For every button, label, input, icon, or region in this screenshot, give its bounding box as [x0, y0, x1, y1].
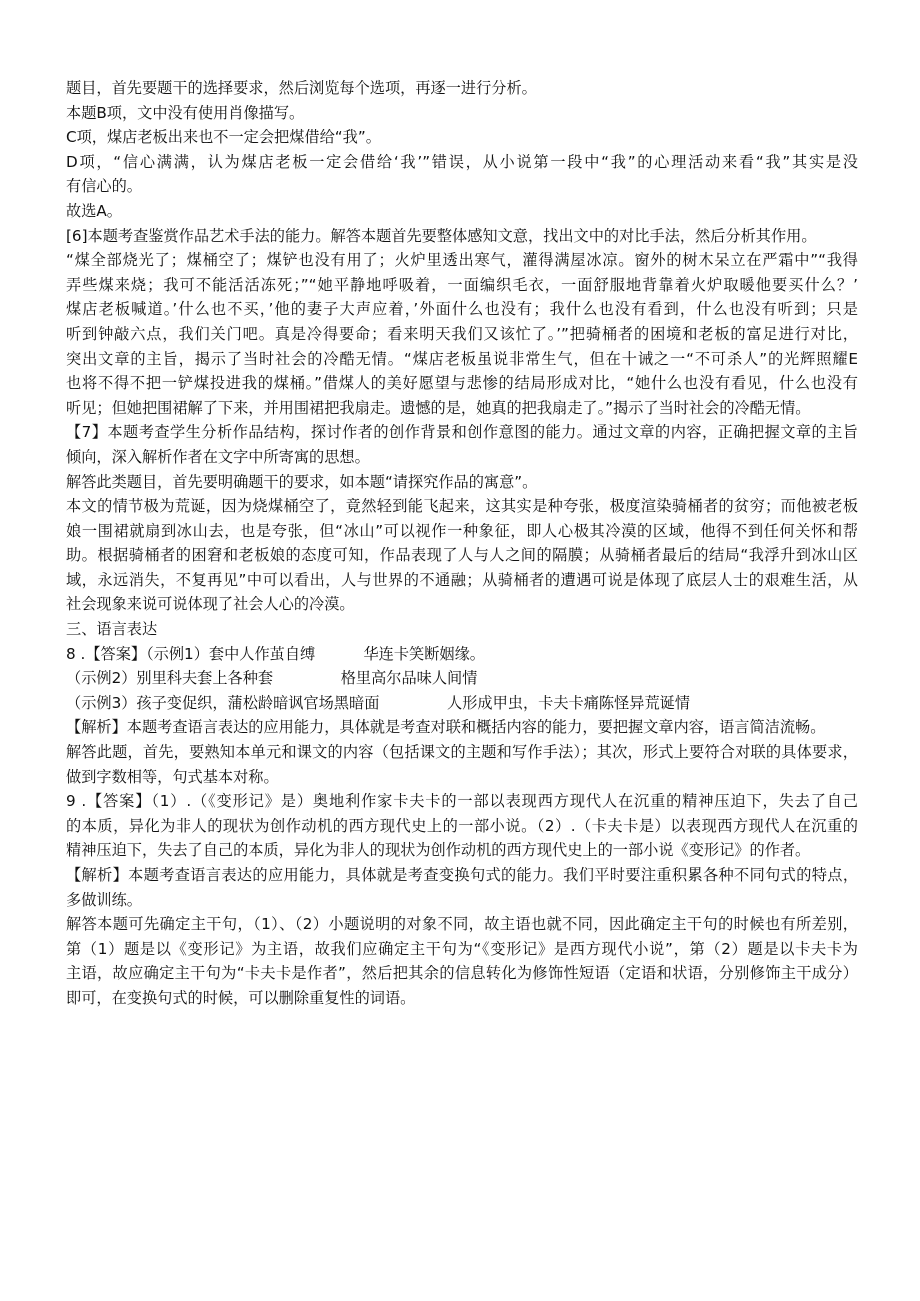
text-line: 解答此题，首先，要熟知本单元和课文的内容（包括课文的主题和写作手法）；其次，形式上要符合对联的具体要求，: [66, 743, 858, 762]
text-line: 解答此类题目，首先要明确题干的要求，如本题“请探究作品的寓意”。: [66, 472, 538, 491]
text-line: 听见；但她把围裙解了下来，并用围裙把我扇走。遗憾的是，她真的把我扇走了。”揭示了当时社会的冷酷无情。: [66, 398, 811, 417]
text-line: 题目，首先要题干的选择要求，然后浏览每个选项，再逐一进行分析。: [66, 79, 537, 97]
section-heading: 三、语言表达: [66, 620, 158, 639]
text-line: 故选A。: [66, 201, 122, 220]
text-line: 解答本题可先确定主干句，（1）、（2）小题说明的对象不同，故主语也就不同，因此确定主干句的时候也有所差别，: [66, 915, 858, 934]
text-line: 【解析】本题考查语言表达的应用能力，具体就是考查对联和概括内容的能力，要把握文章内容，语言简洁流畅。: [66, 718, 826, 737]
text-line: 做到字数相等，句式基本对称。: [66, 767, 279, 786]
document-body: [66, 76, 858, 1011]
text-line: 【7】本题考查学生分析作品结构，探讨作者的创作背景和创作意图的能力。通过文章的内容，正确把握文章的主旨: [66, 423, 858, 442]
text-line: 助。根据骑桶者的困窘和老板娘的态度可知，作品表现了人与人之间的隔膜；从骑桶者最后的结局“我浮升到冰山区: [66, 546, 858, 565]
text-line: 煤店老板喊道。’什么也不买，’他的妻子大声应着，’外面什么也没有；我什么也没有看到，什么也没有听到；只是: [66, 300, 858, 319]
text-line: （示例3）孩子变促织，蒲松龄暗讽官场黑暗面 人形成甲虫，卡夫卡痛陈怪异荒诞情: [66, 693, 691, 712]
text-line: 精神压迫下，失去了自己的本质，异化为非人的现状为创作动机的西方现代史上的一部小说《变形记》的作者。: [66, 841, 811, 860]
text-line: 倾向，深入解析作者在文字中所寄寓的思想。: [66, 447, 370, 466]
text-line: 也将不得不把一铲煤投进我的煤桶。”借煤人的美好愿望与悲惨的结局形成对比，“她什么也没有看见，什么也没有: [66, 374, 858, 393]
text-line: 【解析】本题考查语言表达的应用能力，具体就是考查变换句式的能力。我们平时要注重积累各种不同句式的特点，: [66, 866, 858, 884]
text-line: 社会现象来说可说体现了社会人心的冷漠。: [66, 595, 355, 614]
text-line: 听到钟敲六点，我们关门吧。真是冷得要命；看来明天我们又该忙了。’”把骑桶者的困境和老板的富足进行对比，: [66, 324, 858, 343]
text-line: 本文的情节极为荒诞，因为烧煤桶空了，竟然轻到能飞起来，这其实是种夸张，极度渲染骑桶者的贫穷；而他被老板: [66, 497, 858, 516]
text-line: 多做训练。: [66, 890, 142, 909]
text-line: 8 .【答案】（示例1）套中人作茧自缚 华连卡笑断姻缘。: [66, 644, 485, 663]
text-line: 9 .【答案】（1）.（《变形记》是）奥地利作家卡夫卡的一部以表现西方现代人在沉重的精神压迫下，失去了自己: [66, 792, 858, 811]
text-line: 弄些煤来烧；我可不能活活冻死；”“她平静地呼吸着，一面编织毛衣，一面舒服地背靠着火炉取暖他要买什么？’: [66, 275, 858, 294]
text-line: 第（1）题是以《变形记》为主语，故我们应确定主干句为“《变形记》是西方现代小说”，第（2）题是以卡夫卡为: [66, 939, 858, 958]
text-line: 域，永远消失，不复再见”中可以看出，人与世界的不通融；从骑桶者的遭遇可说是体现了底层人士的艰难生活，从: [66, 570, 858, 589]
text-line: 有信心的。: [66, 177, 142, 196]
text-line: [6]本题考查鉴赏作品艺术手法的能力。解答本题首先要整体感知文意，找出文中的对比手法，然后分析其作用。: [66, 226, 817, 245]
text-line: （示例2）别里科夫套上各种套 格里高尔品味人间情: [66, 669, 478, 688]
text-line: 即可，在变换句式的时候，可以删除重复性的词语。: [66, 988, 416, 1007]
text-line: 主语，故应确定主干句为“卡夫卡是作者”，然后把其余的信息转化为修饰性短语（定语和状语，分别修饰主干成分）: [66, 964, 858, 983]
text-line: 突出文章的主旨，揭示了当时社会的冷酷无情。“煤店老板虽说非常生气，但在十诫之一“不可杀人”的光辉照耀E: [66, 349, 858, 368]
text-line: 娘一围裙就扇到冰山去，也是夸张，但“冰山”可以视作一种象征，即人心极其冷漠的区域，他得不到任何关怀和帮: [66, 521, 858, 540]
text-line: D项，“信心满满，认为煤店老板一定会借给‘我’”错误，从小说第一段中“我”的心理活动来看“我”其实是没: [66, 152, 858, 171]
text-line: “煤全部烧光了；煤桶空了；煤铲也没有用了；火炉里透出寒气，灌得满屋冰凉。窗外的树木呆立在严霜中”“我得: [66, 251, 858, 270]
text-line: 的本质，异化为非人的现状为创作动机的西方现代史上的一部小说。（2）.（卡夫卡是）以表现西方现代人在沉重的: [66, 816, 858, 835]
text-line: C项，煤店老板出来也不一定会把煤借给“我”。: [66, 128, 381, 147]
text-line: 本题B项，文中没有使用肖像描写。: [66, 103, 305, 122]
